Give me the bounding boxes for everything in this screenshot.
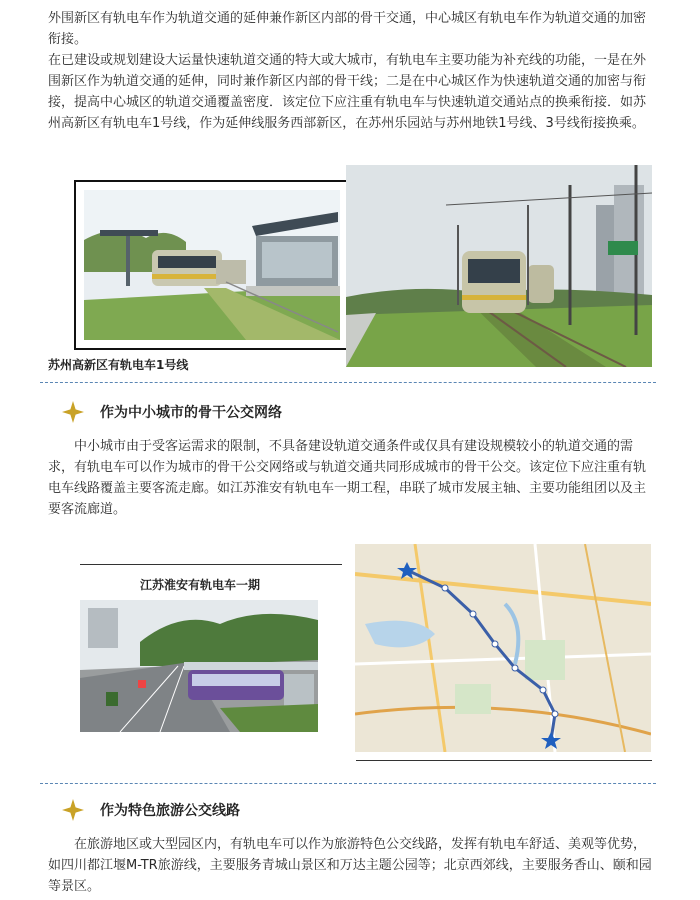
section-divider-1: [40, 382, 656, 383]
section2-title: 作为中小城市的骨干公交网络: [100, 405, 282, 421]
intro-paragraph-1: 外围新区有轨电车作为轨道交通的延伸兼作新区内部的骨干交通，中心城区有轨电车作为轨道交通的加密衔接。: [48, 11, 647, 47]
section3-paragraph: 在旅游地区或大型园区内，有轨电车可以作为旅游特色公交线路，发挥有轨电车舒适、美观等优势，如四川都江堰M-TR旅游线，主要服务青城山景区和万达主题公园等；北京西郊线，主要服务香山、颐和园等景区。: [48, 837, 652, 894]
route-map-illustration: [355, 544, 651, 752]
suzhou-line-illustration: [346, 165, 652, 367]
figure2-caption: 江苏淮安有轨电车一期: [140, 578, 261, 592]
four-point-star-icon: [62, 799, 84, 821]
section3-text: [48, 834, 658, 897]
intro-paragraph-2: 在已建设或规划建设大运量快速轨道交通的特大或大城市，有轨电车主要功能为补充线的功能，一是在外围新区作为轨道交通的延伸，同时兼作新区内部的骨干线；二是在中心城区作为快速轨道交通的加密与衔接，提高中心城区的轨道交通覆盖密度．该定位下应注重有轨电车与快速轨道交通站点的换乘衔接．如苏州高新区有轨电车1号线，作为延伸线服务西部新区，在苏州乐园站与苏州地铁1号线、3号线衔接换乘。: [48, 53, 647, 131]
section-divider-2: [40, 783, 656, 784]
section3-title: 作为特色旅游公交线路: [100, 803, 240, 819]
huaian-tram-photo: [80, 600, 318, 732]
figure2-rule-right: [356, 760, 652, 761]
huaian-tram-illustration: [80, 600, 318, 732]
section2-text: [48, 436, 658, 520]
intro-text: [48, 8, 658, 134]
suzhou-tram-station-photo: [74, 180, 350, 350]
figure2-rule: [80, 564, 342, 565]
four-point-star-icon: [62, 401, 84, 423]
section2-heading: [62, 398, 282, 426]
huaian-route-map: [355, 544, 651, 752]
figure1-caption: 苏州高新区有轨电车1号线: [48, 358, 189, 372]
suzhou-station-illustration: [76, 182, 348, 348]
suzhou-tram-line-photo: [346, 165, 652, 367]
section2-paragraph: 中小城市由于受客运需求的限制，不具备建设轨道交通条件或仅具有建设规模较小的轨道交通的需求，有轨电车可以作为城市的骨干公交网络或与轨道交通共同形成城市的骨干公交。该定位下应注重有轨电车线路覆盖主要客流走廊。如江苏淮安有轨电车一期工程，串联了城市发展主轴、主要功能组团以及主要客流廊道。: [48, 439, 647, 517]
section3-heading: [62, 796, 240, 824]
